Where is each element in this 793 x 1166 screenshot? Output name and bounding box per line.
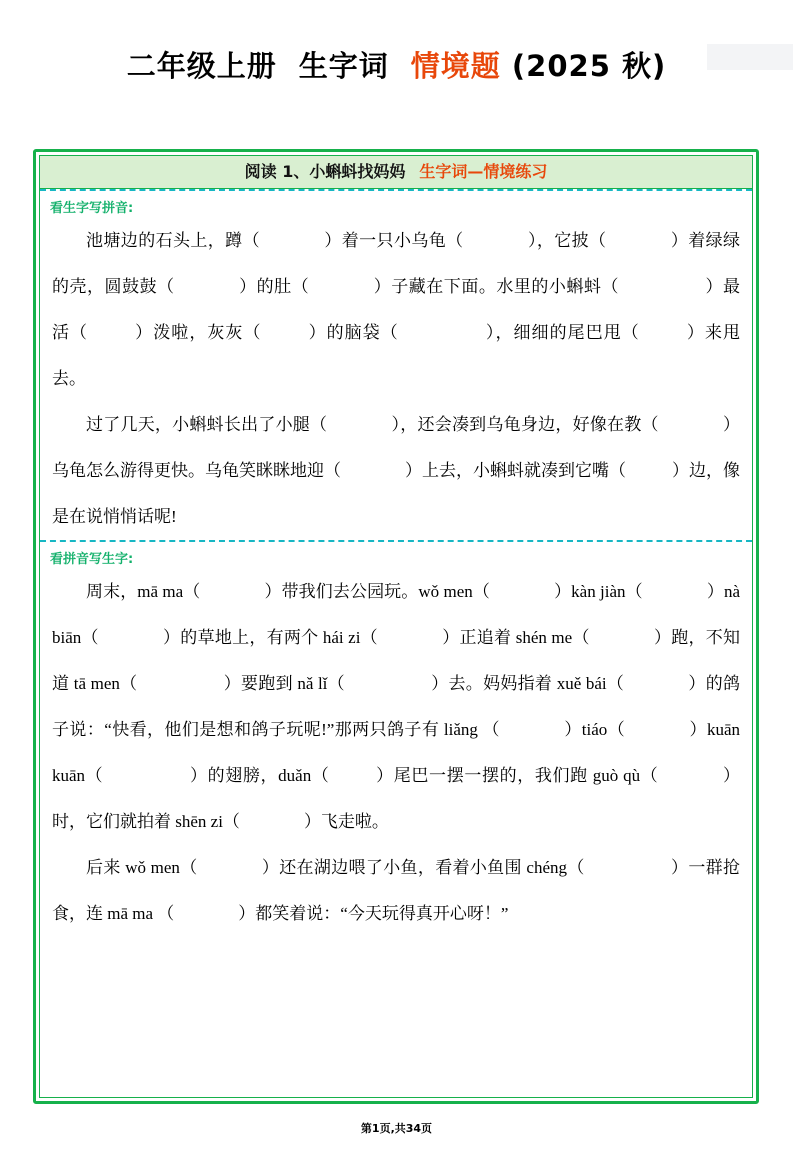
s2-p1-g: ）跑，不知道 tā men（	[52, 628, 740, 693]
s2-p2-c: ）一群抢食，连 mā ma （	[52, 858, 741, 923]
section2-body	[40, 569, 752, 937]
s1-p1-i: ）的脑袋（	[307, 323, 399, 342]
s1-p1-a: 池塘边的石头上，蹲（	[86, 231, 260, 250]
page-title	[0, 44, 793, 85]
s1-p2-a: 过了几天，小蝌蚪长出了小腿（	[86, 415, 328, 434]
section1-body	[40, 218, 752, 540]
section1-label: 看生字写拼音:	[50, 201, 134, 216]
s2-p1-b: ）带我们去公园玩。wǒ men（	[264, 582, 490, 601]
section2-paragraph-1	[52, 569, 740, 845]
title-topic: 生字词	[298, 49, 389, 83]
s2-p1-l: ）kuān kuān（	[52, 720, 741, 785]
s1-p2-c: ）乌龟怎么游得更快。乌龟笑眯眯地迎（	[52, 415, 740, 480]
section2-label: 看拼音写生字:	[50, 552, 134, 567]
s1-p1-j: ），细细的尾巴甩（	[484, 323, 640, 342]
section1-paragraph-1	[52, 218, 740, 402]
s2-p1-h: ）要跑到 nǎ lǐ（	[223, 674, 345, 693]
s2-p1-a: 周末，mā ma（	[86, 582, 201, 601]
s2-p2-b: ）还在湖边喂了小鱼，看着小鱼围 chéng（	[261, 858, 585, 877]
title-accent: 情境题	[410, 49, 501, 83]
s2-p1-d: ）nà biān（	[52, 582, 740, 647]
worksheet-frame	[33, 149, 759, 1104]
s1-p2-d: ）上去，小蝌蚪就凑到它嘴（	[405, 461, 626, 480]
s2-p2-a: 后来 wǒ men（	[86, 858, 198, 877]
s1-p1-d: ）着绿绿的壳，圆鼓鼓（	[52, 231, 741, 296]
section1-paragraph-2	[52, 402, 740, 540]
title-grade: 二年级上册	[126, 49, 277, 83]
s1-p1-c: ），它披（	[527, 231, 607, 250]
s2-p1-e: ）的草地上，有两个 hái zi（	[162, 628, 378, 647]
s2-p1-i: ）去。妈妈指着 xuě bái（	[430, 674, 625, 693]
s2-p1-k: ）tiáo（	[563, 720, 626, 739]
s2-p1-j: ）的鸽子说：“快看，他们是想和鸽子玩呢!”那两只鸽子有 liǎng （	[52, 674, 740, 739]
s2-p1-n: ）尾巴一摆一摆的，我们跑 guò qù（	[375, 766, 659, 785]
s1-p1-g: ）最活（	[52, 277, 741, 342]
worksheet-frame-inner	[39, 155, 753, 1098]
section2-paragraph-2	[52, 845, 740, 937]
s1-p1-b: ）着一只小乌龟（	[323, 231, 464, 250]
s2-p1-o: ）时，它们就拍着 shēn zi（	[52, 766, 741, 831]
s2-p2-d: ）都笑着说：“今天玩得真开心呀！”	[238, 904, 509, 923]
s2-p1-f: ）正追着 shén me（	[441, 628, 590, 647]
s1-p2-b: ），还会凑到乌龟身边，好像在教（	[391, 415, 659, 434]
s2-p1-m: ）的翅膀，duǎn（	[189, 766, 330, 785]
worksheet-page	[0, 44, 793, 1166]
banner-left-label: 阅读 1、小蝌蚪找妈妈	[244, 162, 406, 181]
title-term: (2025 秋)	[511, 49, 667, 83]
s1-p1-h: ）泼啦，灰灰（	[134, 323, 262, 342]
section-banner	[40, 156, 752, 189]
banner-right-label: 生字词—情境练习	[419, 162, 548, 181]
s1-p1-e: ）的肚（	[238, 277, 310, 296]
s1-p2-e: ）边，像是在说悄悄话呢!	[52, 461, 740, 526]
page-footer: 第1页,共34页	[360, 1122, 433, 1135]
s2-p1-c: ）kàn jiàn（	[553, 582, 643, 601]
s1-p1-f: ）子藏在下面。水里的小蝌蚪（	[373, 277, 619, 296]
s2-p1-p: ）飞走啦。	[303, 812, 389, 831]
page-corner-shade	[707, 44, 793, 70]
s1-p1-k: ）来甩去。	[52, 323, 741, 388]
